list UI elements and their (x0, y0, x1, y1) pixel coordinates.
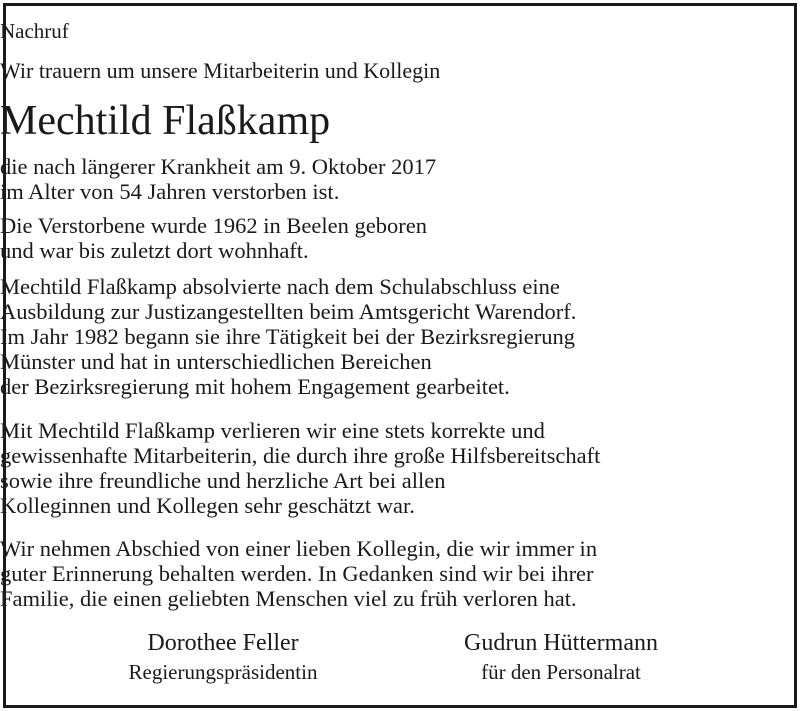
notice-subheading: Wir trauern um unsere Mitarbeiterin und Kollegin (0, 58, 441, 83)
text-line: Wir nehmen Abschied von einer lieben Kollegin, die wir immer in (0, 536, 598, 561)
text-line: guter Erinnerung behalten werden. In Gedanken sind wir bei ihrer (0, 561, 594, 586)
signatory-left (88, 628, 358, 686)
text-line: Familie, die einen geliebten Menschen viel zu früh verloren hat. (0, 586, 577, 611)
paragraph-career (0, 274, 800, 399)
text-line: Mechtild Flaßkamp absolvierte nach dem Schulabschluss eine (0, 274, 560, 299)
signatory-role: Regierungspräsidentin (128, 660, 318, 684)
deceased-name: Mechtild Flaßkamp (0, 98, 331, 144)
text-line: Im Jahr 1982 begann sie ihre Tätigkeit bei der Bezirksregierung (0, 324, 576, 349)
signatory-role: für den Personalrat (481, 660, 641, 684)
paragraph-farewell (0, 536, 800, 611)
signatory-name: Dorothee Feller (147, 630, 299, 656)
text-line: Mit Mechtild Flaßkamp verlieren wir eine stets korrekte und (0, 418, 545, 443)
paragraph-tribute (0, 418, 800, 518)
text-line: Kolleginnen und Kollegen sehr geschätzt war. (0, 493, 415, 518)
text-line: Die Verstorbene wurde 1962 in Beelen geboren (0, 213, 427, 238)
notice-heading: Nachruf (0, 19, 69, 43)
paragraph-death-date (0, 154, 800, 204)
signatory-right (416, 628, 706, 686)
text-line: gewissenhafte Mitarbeiterin, die durch ihre große Hilfsbereitschaft (0, 443, 601, 468)
text-line: sowie ihre freundliche und herzliche Art bei allen (0, 468, 446, 493)
text-line: die nach längerer Krankheit am 9. Oktober 2017 (0, 154, 437, 179)
text-line: Ausbildung zur Justizangestellten beim Amtsgericht Warendorf. (0, 299, 577, 324)
text-line: und war bis zuletzt dort wohnhaft. (0, 238, 309, 263)
paragraph-birth (0, 213, 800, 263)
signatory-name: Gudrun Hüttermann (464, 630, 658, 656)
text-line: der Bezirksregierung mit hohem Engagement gearbeitet. (0, 374, 510, 399)
text-line: im Alter von 54 Jahren verstorben ist. (0, 179, 340, 204)
text-line: Münster und hat in unterschiedlichen Bereichen (0, 349, 432, 374)
